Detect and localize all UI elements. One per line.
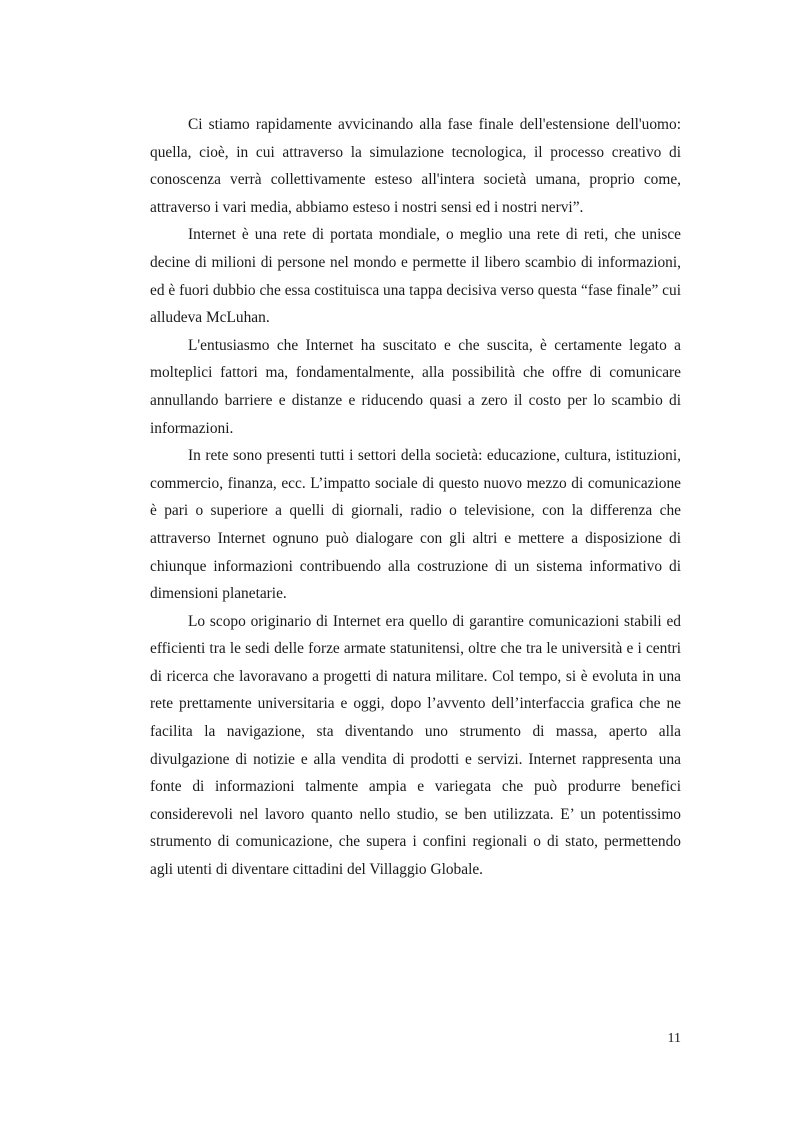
paragraph-3: L'entusiasmo che Internet ha suscitato e che suscita, è certamente legato a molteplici fattori ma, fondamentalmente, alla possibilità che offre di comunicare annullando barriere e distanze e riducendo quasi a zero il costo per lo scambio di informazioni. xyxy=(150,336,681,437)
paragraph-1: Ci stiamo rapidamente avvicinando alla fase finale dell'estensione dell'uomo: quella, cioè, in cui attraverso la simulazione tecnologica, il processo creativo di conoscenza verrà collettivamente esteso all'intera società umana, proprio come, attraverso i vari media, abbiamo esteso i nostri sensi ed i nostri nervi”. xyxy=(150,116,681,216)
paragraph-2: Internet è una rete di portata mondiale, o meglio una rete di reti, che unisce decine di milioni di persone nel mondo e permette il libero scambio di informazioni, ed è fuori dubbio che essa costituisca una tappa decisiva verso questa “fase finale” cui alludeva McLuhan. xyxy=(150,226,681,327)
body-text xyxy=(150,111,681,884)
paragraph-4: In rete sono presenti tutti i settori della società: educazione, cultura, istituzioni, commercio, finanza, ecc. L’impatto sociale di questo nuovo mezzo di comunicazione è pari o superiore a quelli di giornali, radio o televisione, con la differenza che attraverso Internet ognuno può dialogare con gli altri e mettere a disposizione di chiunque informazioni contribuendo alla costruzione di un sistema informativo di dimensioni planetarie. xyxy=(150,447,681,603)
paragraph-5: Lo scopo originario di Internet era quello di garantire comunicazioni stabili ed efficienti tra le sedi delle forze armate statunitensi, oltre che tra le università e i centri di ricerca che lavoravano a progetti di natura militare. Col tempo, si è evoluta in una rete prettamente universitaria e oggi, dopo l’avvento dell’interfaccia grafica che ne facilita la navigazione, sta diventando uno strumento di massa, aperto alla divulgazione di notizie e alla vendita di prodotti e servizi. Internet rappresenta una fonte di informazioni talmente ampia e variegata che può produrre benefici considerevoli nel lavoro quanto nello studio, se ben utilizzata. E’ un potentissimo strumento di comunicazione, che supera i confini regionali o di stato, permettendo agli utenti di diventare cittadini del Villaggio Globale. xyxy=(150,612,681,879)
page-number: 11 xyxy=(667,1031,681,1046)
